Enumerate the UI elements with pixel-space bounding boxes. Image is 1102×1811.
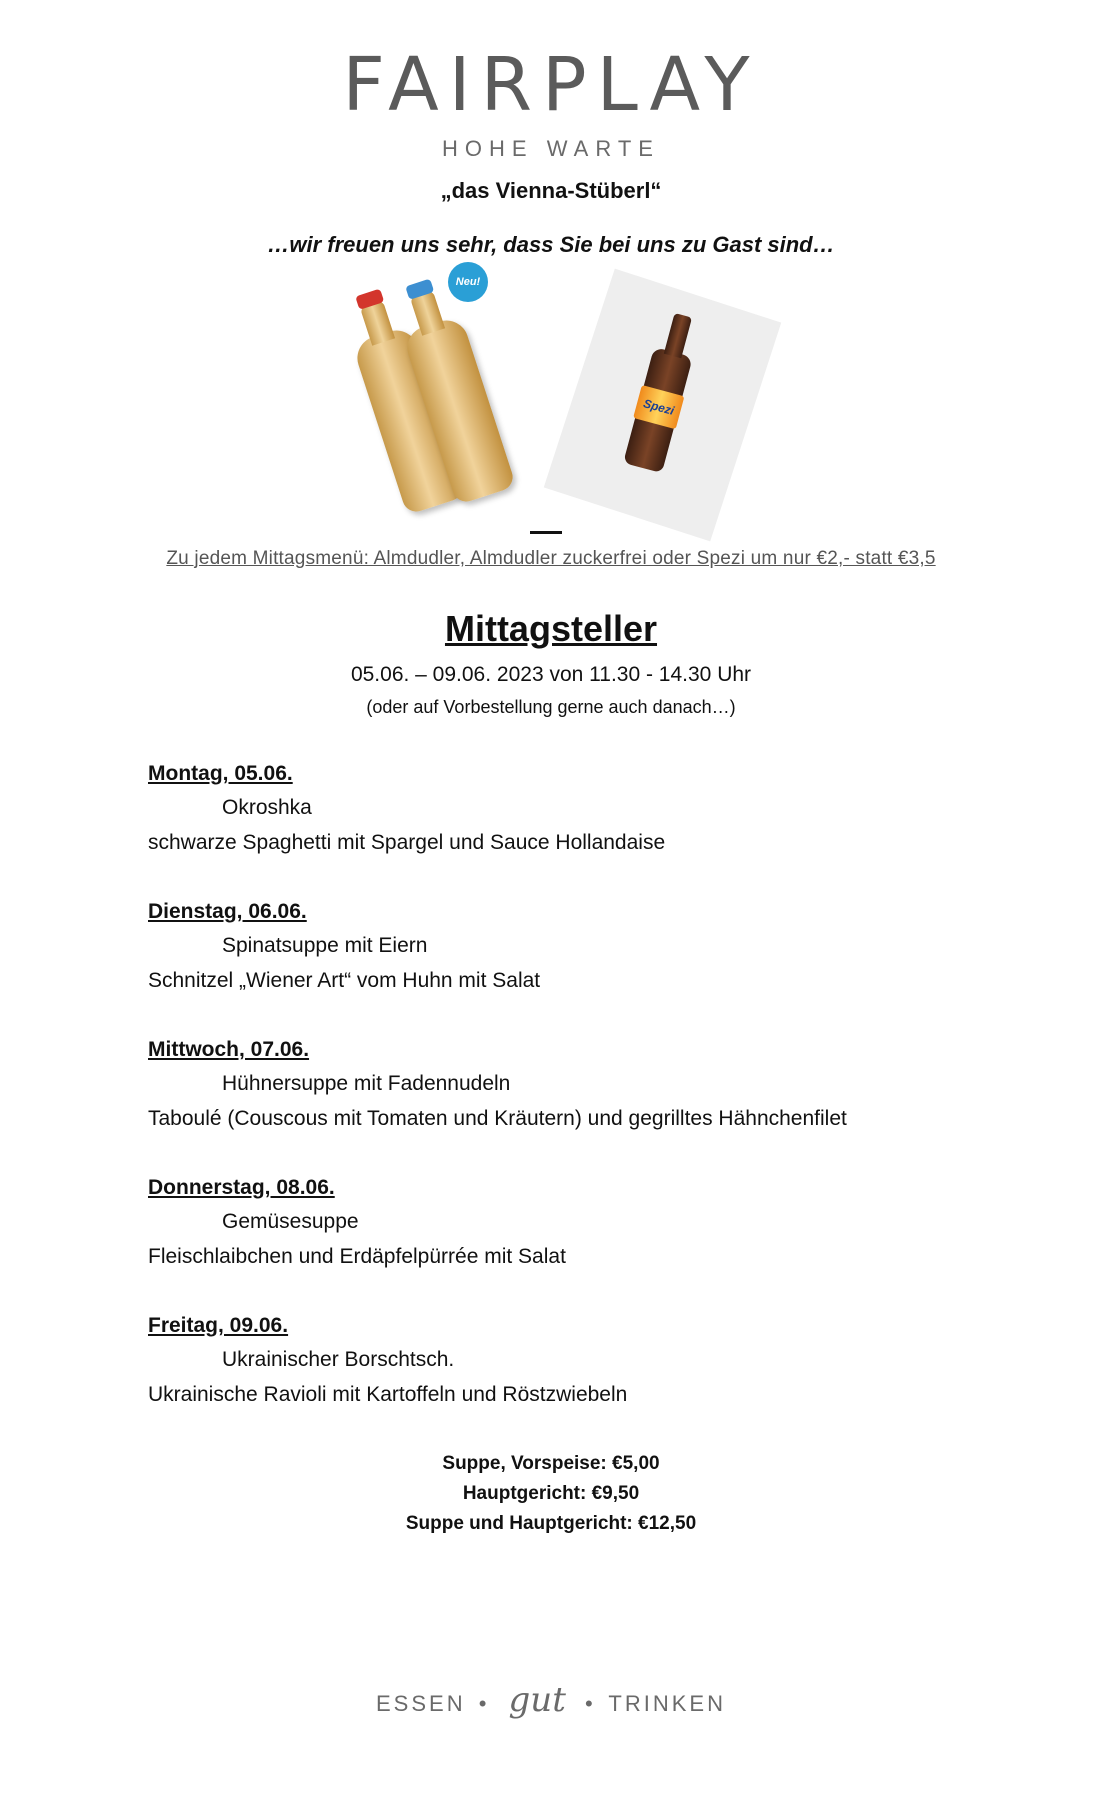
footer-gut: gut <box>508 1680 566 1720</box>
price-combo: Suppe und Hauptgericht: €12,50 <box>405 1513 697 1534</box>
day-tuesday <box>148 896 1048 998</box>
welcome-text: …wir freuen uns sehr, dass Sie bei uns zu Gast sind… <box>267 232 835 257</box>
brand-logo: FAIRPLAY <box>342 42 760 128</box>
drinks-image <box>360 276 800 550</box>
footer-separator: • <box>478 1691 490 1716</box>
day-main-dish: Taboulé (Couscous mit Tomaten und Kräutern) und gegrilltes Hähnchenfilet <box>148 1107 847 1130</box>
day-main-dish: Fleischlaibchen und Erdäpfelpürrée mit Salat <box>148 1245 566 1268</box>
menu-note: (oder auf Vorbestellung gerne auch danach…) <box>366 697 736 717</box>
footer-essen: ESSEN <box>376 1691 466 1716</box>
day-name: Freitag, 09.06. <box>148 1314 289 1337</box>
day-name: Mittwoch, 07.06. <box>148 1038 310 1061</box>
price-soup: Suppe, Vorspeise: €5,00 <box>442 1453 660 1474</box>
restaurant-subtitle: „das Vienna-Stüberl“ <box>440 178 662 203</box>
divider-dash <box>530 531 562 534</box>
day-main-dish: Ukrainische Ravioli mit Kartoffeln und Röstzwiebeln <box>148 1383 628 1406</box>
footer-separator: • <box>585 1691 596 1716</box>
new-badge: Neu! <box>448 262 488 302</box>
day-name: Donnerstag, 08.06. <box>148 1176 335 1199</box>
menu-title: Mittagsteller <box>444 608 658 649</box>
footer-slogan <box>0 1680 1102 1720</box>
day-soup: Ukrainischer Borschtsch. <box>222 1348 455 1371</box>
day-name: Dienstag, 06.06. <box>148 900 307 923</box>
day-wednesday <box>148 1034 1048 1136</box>
brand-location: HOHE WARTE <box>442 136 660 161</box>
day-soup: Spinatsuppe mit Eiern <box>222 934 428 957</box>
day-soup: Hühnersuppe mit Fadennudeln <box>222 1072 511 1095</box>
day-main-dish: schwarze Spaghetti mit Spargel und Sauce Hollandaise <box>148 831 666 854</box>
day-thursday <box>148 1172 1048 1274</box>
day-soup: Okroshka <box>222 796 312 819</box>
price-list <box>0 1449 1102 1539</box>
price-main: Hauptgericht: €9,50 <box>462 1483 640 1504</box>
day-soup: Gemüsesuppe <box>222 1210 359 1233</box>
menu-date-range: 05.06. – 09.06. 2023 von 11.30 - 14.30 Uhr <box>350 663 752 686</box>
footer-trinken: TRINKEN <box>608 1691 726 1716</box>
day-main-dish: Schnitzel „Wiener Art“ vom Huhn mit Salat <box>148 969 541 992</box>
day-friday <box>148 1310 1048 1412</box>
day-monday <box>148 758 1048 860</box>
drink-promo: Zu jedem Mittagsmenü: Almdudler, Almdudler zuckerfrei oder Spezi um nur €2,- statt €3,5 <box>166 548 936 569</box>
spezi-label: Spezi <box>633 385 684 429</box>
weekly-menu <box>148 758 1048 1448</box>
day-name: Montag, 05.06. <box>148 762 293 785</box>
